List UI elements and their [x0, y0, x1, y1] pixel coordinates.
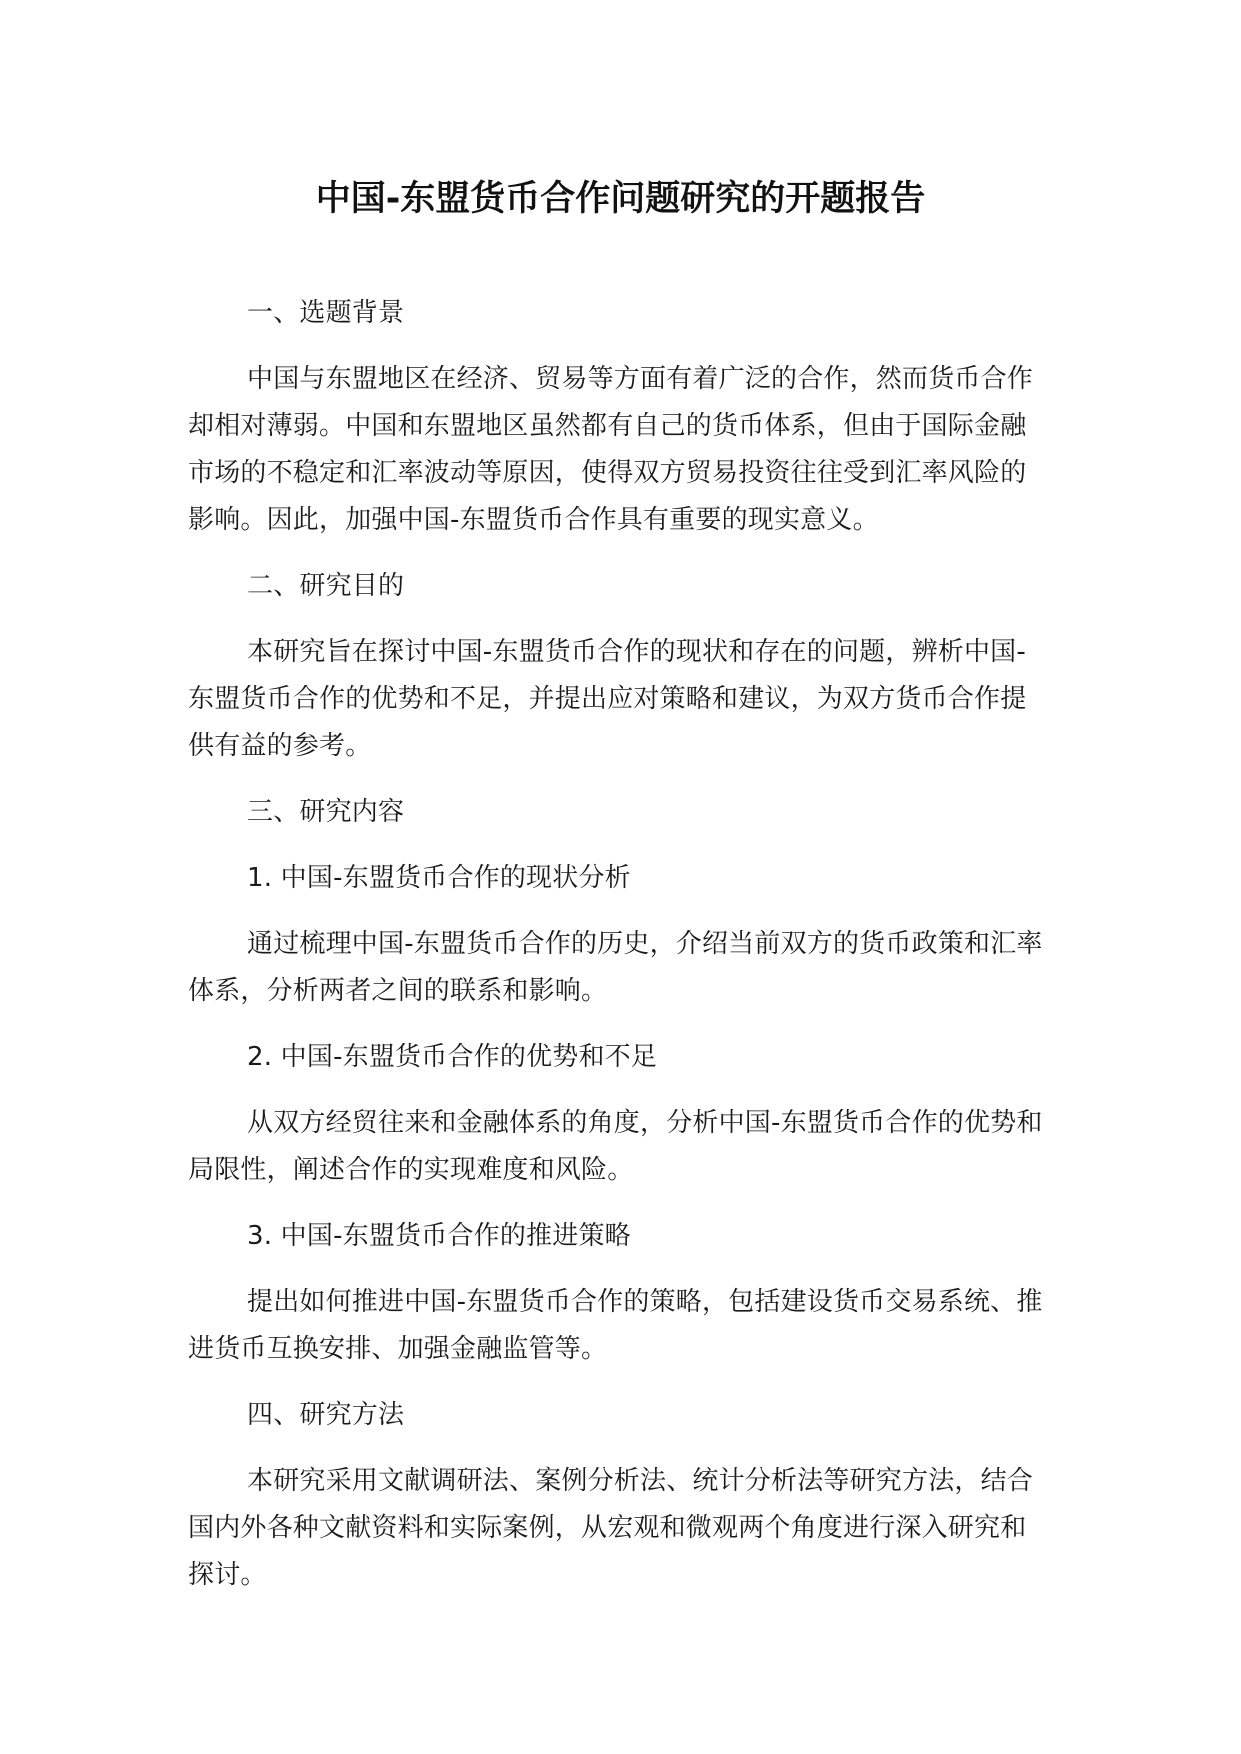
section-heading-purpose: 二、研究目的: [247, 571, 405, 601]
paragraph-strengths-weaknesses: 从双方经贸往来和金融体系的角度，分析中国-东盟货币合作的优势和局限性，阐述合作的实现难度和风险。: [188, 1108, 1043, 1185]
paragraph-methods: 本研究采用文献调研法、案例分析法、统计分析法等研究方法，结合国内外各种文献资料和实际案例，从宏观和微观两个角度进行深入研究和探讨。: [188, 1466, 1034, 1590]
section-heading-content: 三、研究内容: [247, 797, 405, 827]
paragraph-background: 中国与东盟地区在经济、贸易等方面有着广泛的合作，然而货币合作却相对薄弱。中国和东盟地区虽然都有自己的货币体系，但由于国际金融市场的不稳定和汇率波动等原因，使得双方贸易投资往往受到汇率风险的影响。因此，加强中国-东盟货币合作具有重要的现实意义。: [188, 364, 1034, 535]
document-body: [188, 290, 1050, 1618]
paragraph-purpose: 本研究旨在探讨中国-东盟货币合作的现状和存在的问题，辨析中国-东盟货币合作的优势和不足，并提出应对策略和建议，为双方货币合作提供有益的参考。: [188, 637, 1027, 761]
subheading-strategies: 3. 中国-东盟货币合作的推进策略: [247, 1221, 631, 1251]
subheading-status-analysis: 1. 中国-东盟货币合作的现状分析: [247, 863, 631, 893]
document-title: 中国-东盟货币合作问题研究的开题报告: [315, 179, 926, 219]
section-heading-background: 一、选题背景: [247, 298, 405, 328]
paragraph-status-analysis: 通过梳理中国-东盟货币合作的历史，介绍当前双方的货币政策和汇率体系，分析两者之间的联系和影响。: [188, 929, 1043, 1006]
paragraph-strategies: 提出如何推进中国-东盟货币合作的策略，包括建设货币交易系统、推进货币互换安排、加强金融监管等。: [188, 1287, 1043, 1364]
section-heading-methods: 四、研究方法: [247, 1400, 405, 1430]
subheading-strengths-weaknesses: 2. 中国-东盟货币合作的优势和不足: [247, 1042, 658, 1072]
